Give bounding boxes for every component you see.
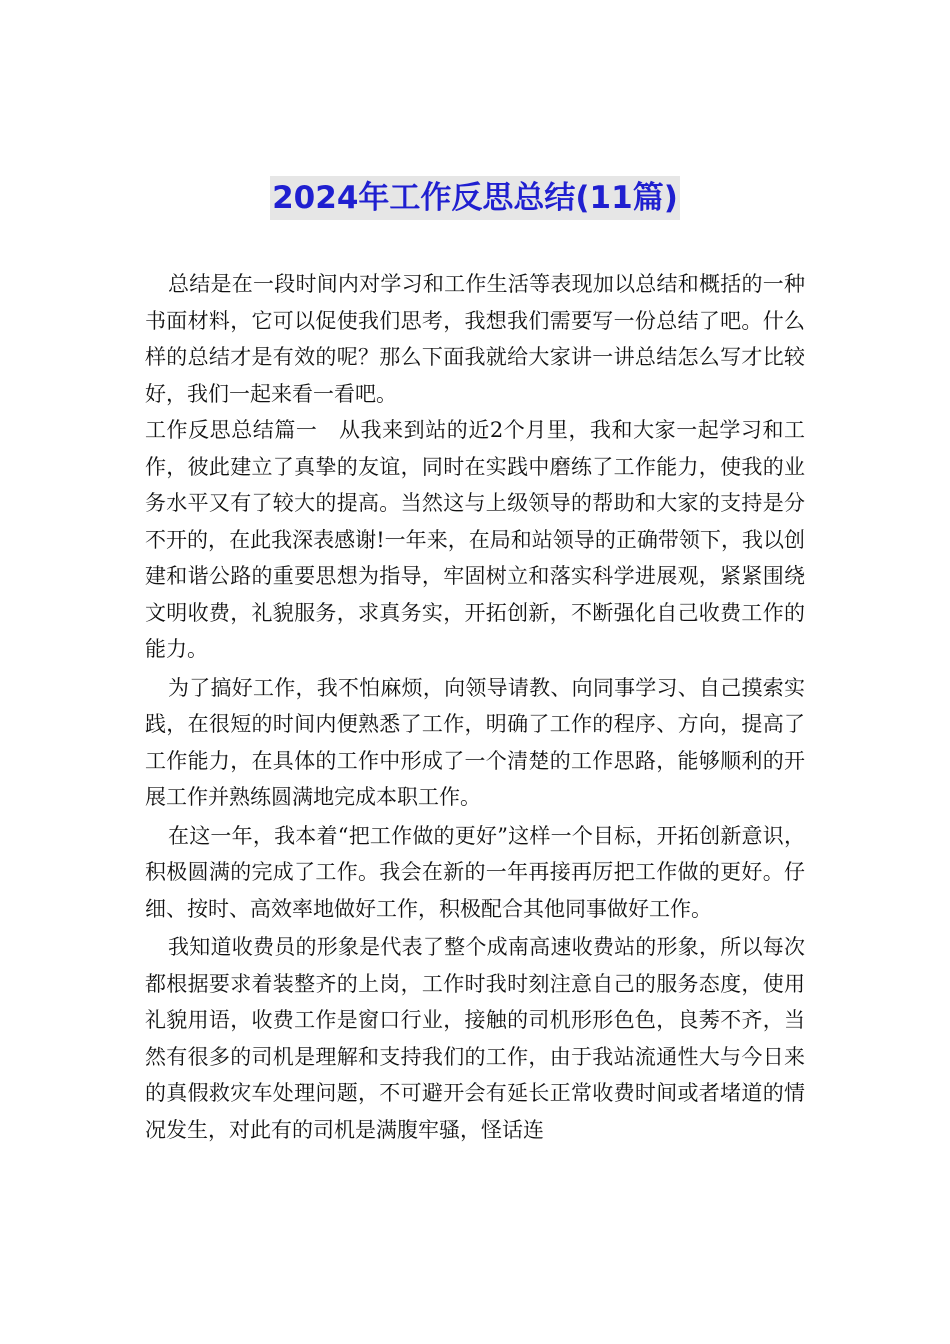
document-body [145, 266, 805, 1148]
document-title: 2024年工作反思总结(11篇) [270, 176, 680, 220]
paragraph-section-one: 工作反思总结篇一 从我来到站的近2个月里，我和大家一起学习和工作，彼此建立了真挚的友谊，同时在实践中磨练了工作能力，使我的业务水平又有了较大的提高。当然这与上级领导的帮助和大家的支持是分不开的，在此我深表感谢!一年来，在局和站领导的正确带领下，我以创建和谐公路的重要思想为指导，牢固树立和落实科学进展观，紧紧围绕文明收费，礼貌服务，求真务实，开拓创新，不断强化自己收费工作的能力。 [145, 418, 805, 661]
paragraph-work-learning: 为了搞好工作，我不怕麻烦，向领导请教、向同事学习、自己摸索实践，在很短的时间内便熟悉了工作，明确了工作的程序、方向，提高了工作能力，在具体的工作中形成了一个清楚的工作思路，能够顺利的开展工作并熟练圆满地完成本职工作。 [145, 675, 805, 809]
paragraph-year-goal: 在这一年，我本着“把工作做的更好”这样一个目标，开拓创新意识，积极圆满的完成了工作。我会在新的一年再接再厉把工作做的更好。仔细、按时、高效率地做好工作，积极配合其他同事做好工作。 [145, 823, 805, 921]
title-container [0, 176, 950, 220]
paragraph-image-service: 我知道收费员的形象是代表了整个成南高速收费站的形象，所以每次都根据要求着装整齐的上岗，工作时我时刻注意自己的服务态度，使用礼貌用语，收费工作是窗口行业，接触的司机形形色色，良莠不齐，当然有很多的司机是理解和支持我们的工作，由于我站流通性大与今日来的真假救灾车处理问题，不可避开会有延长正常收费时间或者堵道的情况发生，对此有的司机是满腹牢骚，怪话连 [145, 935, 805, 1142]
paragraph-intro: 总结是在一段时间内对学习和工作生活等表现加以总结和概括的一种书面材料，它可以促使我们思考，我想我们需要写一份总结了吧。什么样的总结才是有效的呢？那么下面我就给大家讲一讲总结怎么写才比较好，我们一起来看一看吧。 [145, 272, 805, 406]
